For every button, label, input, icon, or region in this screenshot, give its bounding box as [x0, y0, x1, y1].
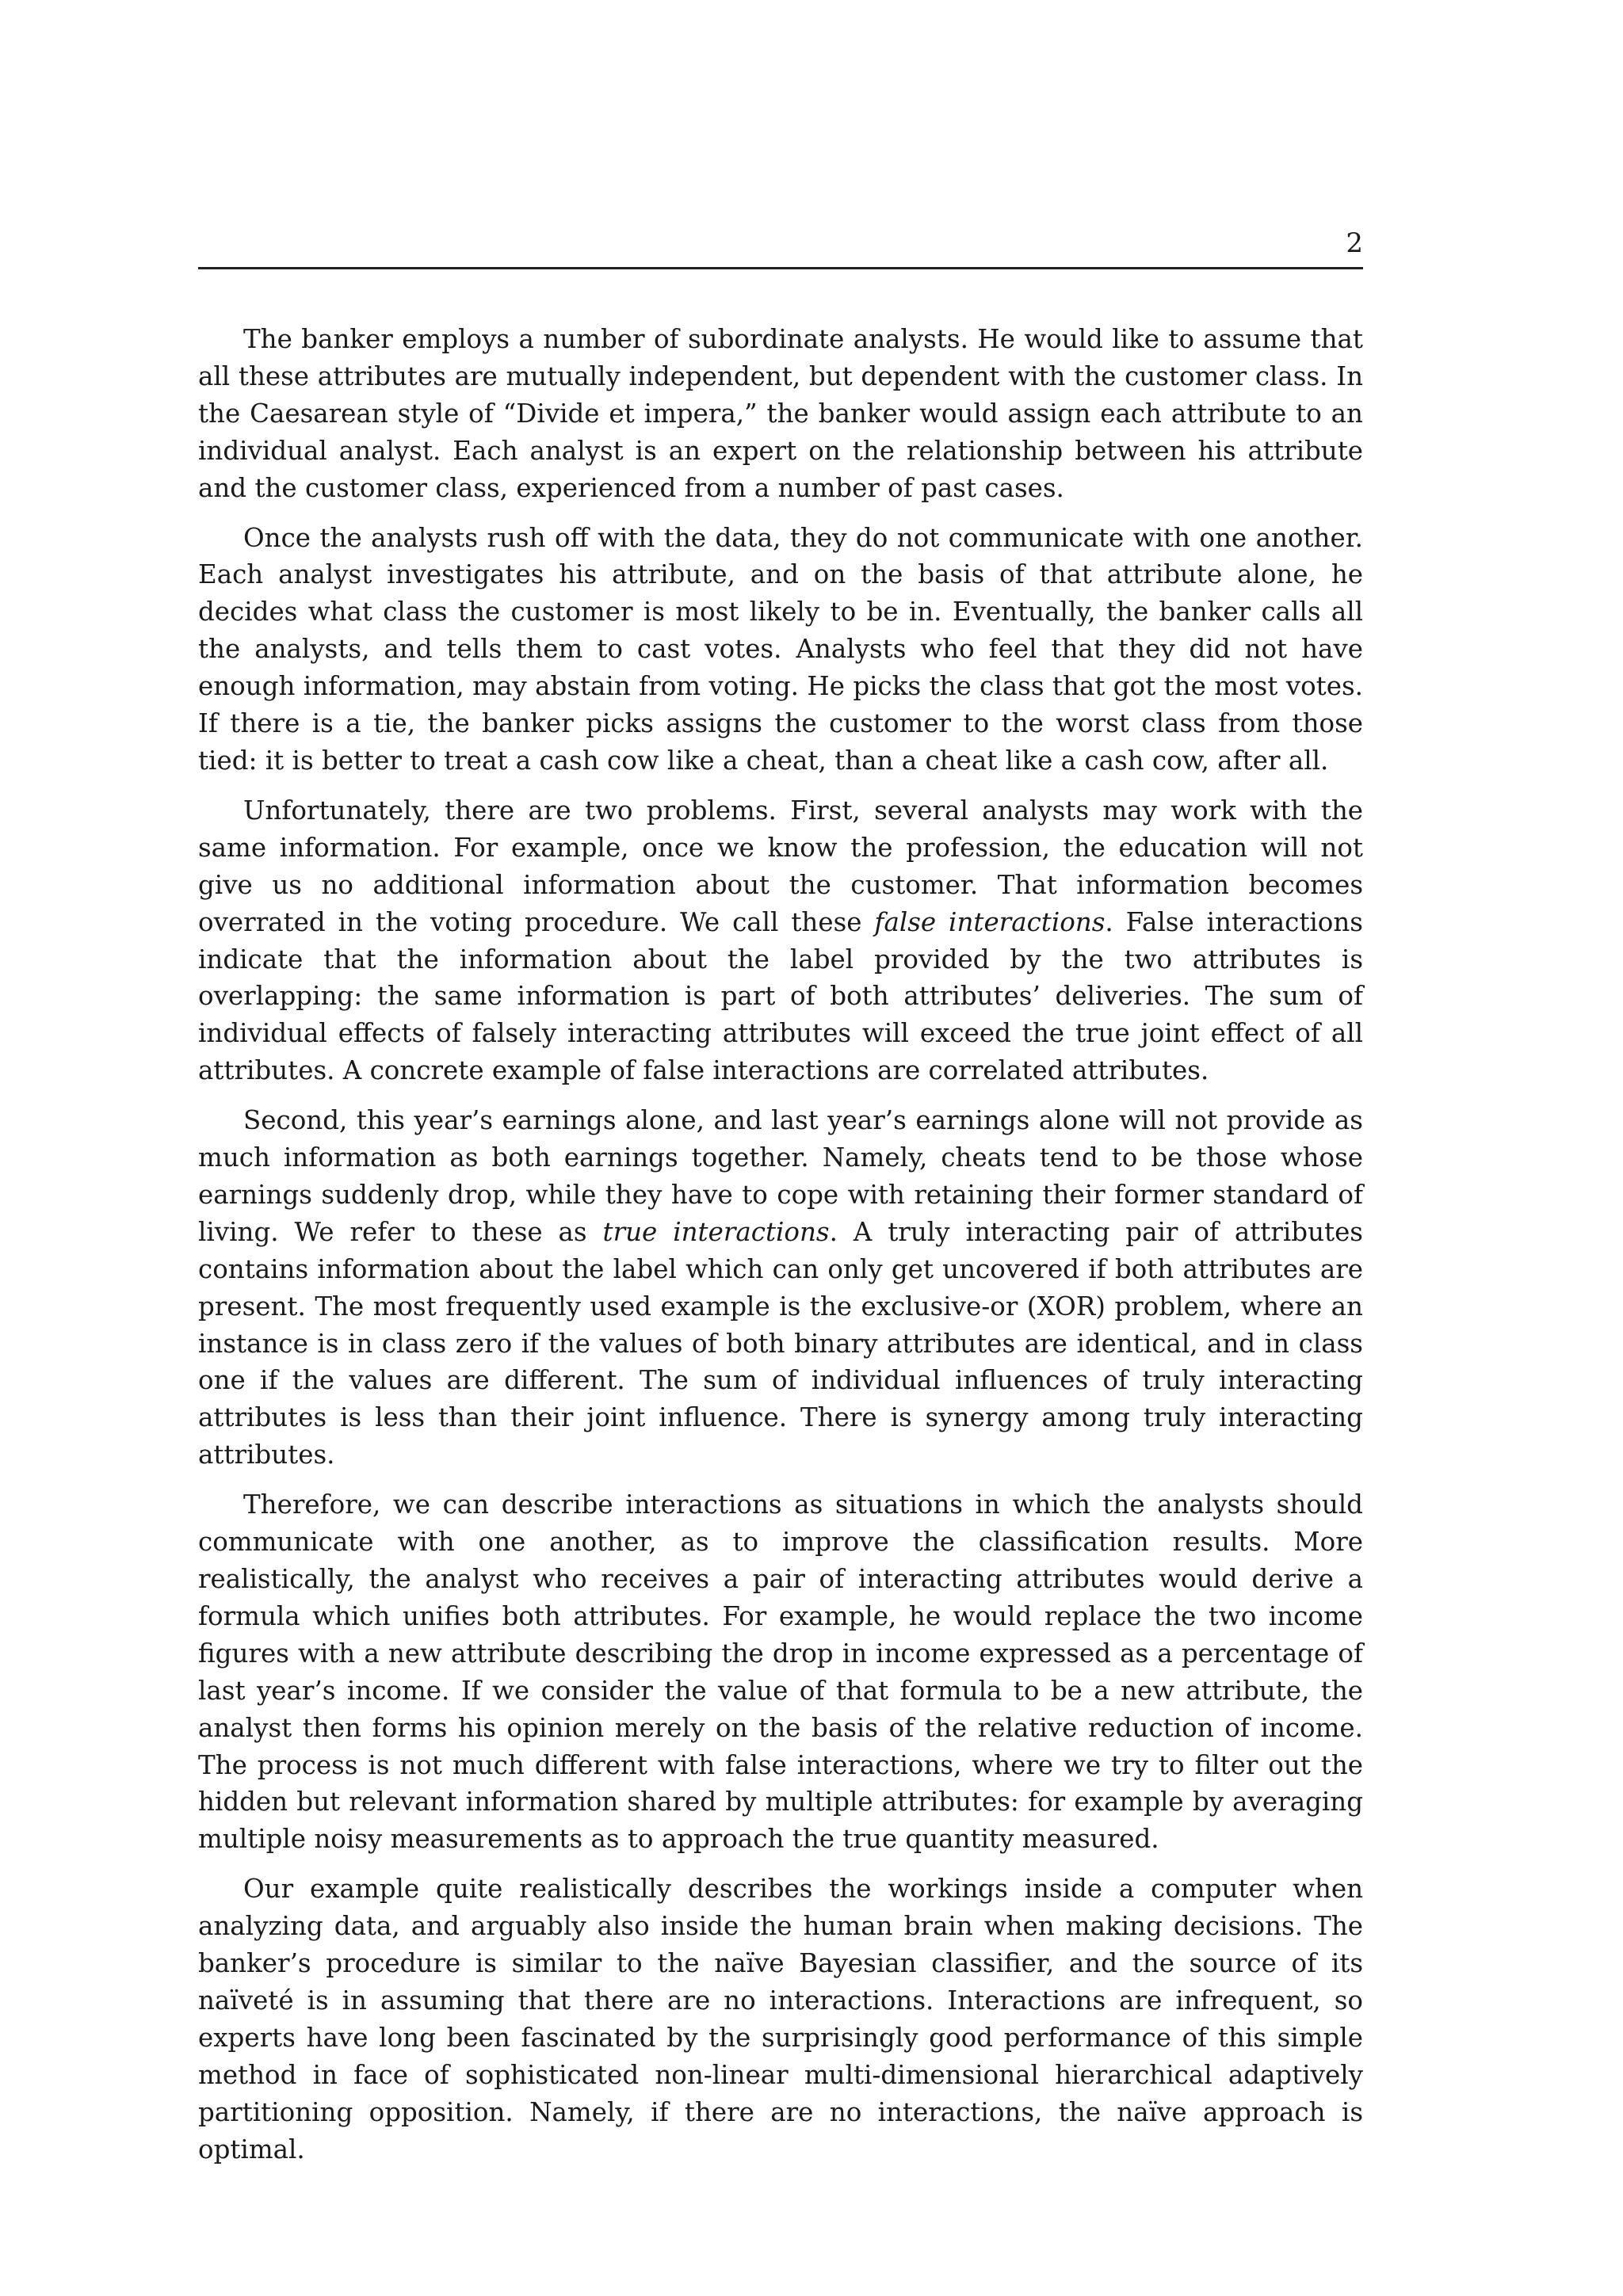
paragraph-true-interactions	[198, 1102, 1363, 1474]
paragraph-describing-interactions: Therefore, we can describe interactions as situations in which the analysts should communicate with one another, as to improve the classification results. More realistically, the analyst who receives a pair of interacting attributes would derive a formula which unifies both attributes. For example, he would replace the two income figures with a new attribute describing the drop in income expressed as a percentage of last year’s income. If we consider the value of that formula to be a new attribute, the analyst then forms his opinion merely on the basis of the relative reduction of income. The process is not much different with false interactions, where we try to filter out the hidden but relevant information shared by multiple attributes: for example by averaging multiple noisy measurements as to approach the true quantity measured.	[198, 1489, 1363, 1855]
paragraph-text: . False interactions indicate that the information about the label provided by the two attributes is overlapping: the same information is part of both attributes’ deliveries. The sum of individual effects of falsely interacting attributes will exceed the true joint effect of all attributes. A concrete example of false interactions are correlated attributes.	[198, 906, 1363, 1086]
paragraph-banker-analysts: The banker employs a number of subordinate analysts. He would like to assume that all these attributes are mutually independent, but dependent with the customer class. In the Caesarean style of “Divide et impera,” the banker would assign each attribute to an individual analyst. Each analyst is an expert on the relationship between his attribute and the customer class, experienced from a number of past cases.	[198, 324, 1363, 503]
page-header	[198, 226, 1363, 269]
term-true-interactions: true interactions	[602, 1216, 830, 1247]
paragraph-text: . A truly interacting pair of attributes contains information about the label which can only get uncovered if both attributes are present. The most frequently used example is the exclusive-or (XOR) problem, where an instance is in class zero if the values of both binary attributes are identical, and in class one if the values are different. The sum of individual influences of truly interacting attributes is less than their joint influence. There is synergy among truly interacting attributes.	[198, 1216, 1363, 1470]
paragraph-text: Second, this year’s earnings alone, and last year’s earnings alone will not provide as much information as both earnings together. Namely, cheats tend to be those whose earnings suddenly drop, while they have to cope with retaining their former standard of living. We refer to these as	[198, 1105, 1363, 1247]
body-text	[198, 321, 1363, 2181]
page-number: 2	[1346, 227, 1363, 259]
paragraph-false-interactions	[198, 792, 1363, 1089]
paragraph-voting: Once the analysts rush off with the data, they do not communicate with one another. Each analyst investigates his attribute, and on the basis of that attribute alone, he decides what class the customer is most likely to be in. Eventually, the banker calls all the analysts, and tells them to cast votes. Analysts who feel that they did not have enough information, may abstain from voting. He picks the class that got the most votes. If there is a tie, the banker picks assigns the customer to the worst class from those tied: it is better to treat a cash cow like a cheat, than a cheat like a cash cow, after all.	[198, 522, 1363, 776]
term-false-interactions: false interactions	[874, 906, 1106, 937]
paragraph-text: Unfortunately, there are two problems. First, several analysts may work with the same information. For example, once we know the profession, the education will not give us no additional information about the customer. That information becomes overrated in the voting procedure. We call these	[198, 795, 1363, 937]
paragraph-naive-bayes: Our example quite realistically describes the workings inside a computer when analyzing data, and arguably also inside the human brain when making decisions. The banker’s procedure is similar to the naïve Bayesian classifier, and the source of its naïveté is in assuming that there are no interactions. Interactions are infrequent, so experts have long been fascinated by the surprisingly good performance of this simple method in face of sophisticated non-linear multi-dimensional hierarchical adaptively partitioning opposition. Namely, if there are no interactions, the naïve approach is optimal.	[198, 1874, 1363, 2164]
